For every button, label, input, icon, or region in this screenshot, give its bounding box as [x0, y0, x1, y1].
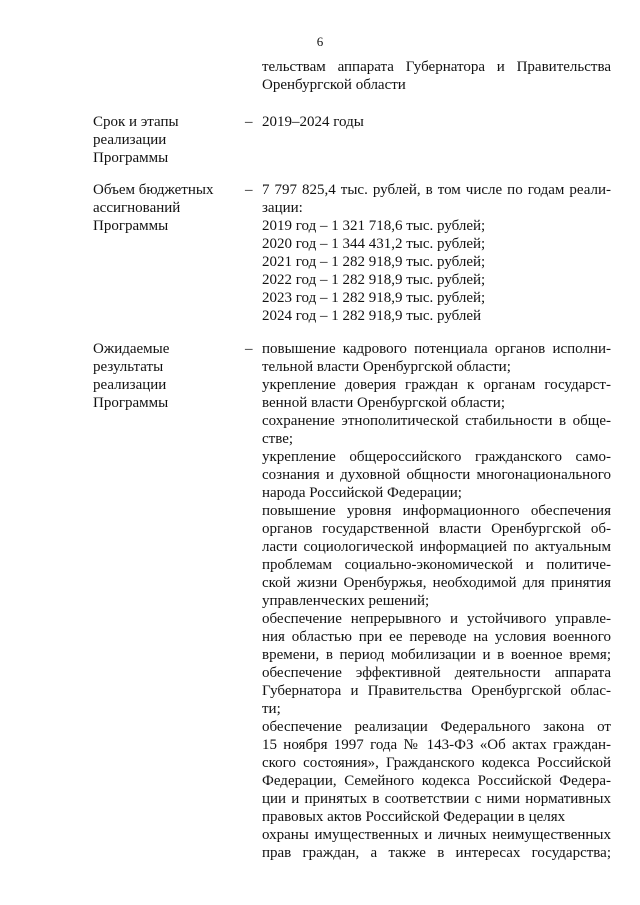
section-content [262, 340, 611, 862]
continuation-text [262, 58, 611, 94]
text-line: ции и принятых в соответствии с ними нормативных [262, 791, 611, 807]
text-line: Оренбургской области [262, 77, 406, 93]
section-dash: – [245, 182, 253, 198]
text-line: управленческих решений; [262, 593, 430, 609]
text-line: повышение уровня информационного обеспечения [262, 503, 611, 519]
text-line: народа Российской Федерации; [262, 485, 462, 501]
text-line: сохранение этнополитической стабильности в обще- [262, 413, 611, 429]
text-line: 15 ноября 1997 года № 143-ФЗ «Об актах граждан- [262, 737, 611, 753]
budget-year-line: 2024 год – 1 282 918,9 тыс. рублей [262, 308, 482, 324]
text-line: 2019–2024 годы [262, 114, 364, 130]
text-line: правовых актов Российской Федерации в целях [262, 809, 566, 825]
text-line: ти; [262, 701, 281, 717]
text-line: ласти социологической информацией по актуальным [262, 539, 611, 555]
label-line: Программы [93, 218, 169, 234]
budget-year-line: 2020 год – 1 344 431,2 тыс. рублей; [262, 236, 486, 252]
text-line: обеспечение реализации Федерального закона от [262, 719, 611, 735]
budget-year-line: 2022 год – 1 282 918,9 тыс. рублей; [262, 272, 486, 288]
section-label [93, 340, 233, 412]
budget-year-line: 2019 год – 1 321 718,6 тыс. рублей; [262, 218, 486, 234]
text-line: укрепление общероссийского гражданского само- [262, 449, 611, 465]
label-line: Ожидаемые [93, 341, 170, 357]
text-line: 7 797 825,4 тыс. рублей, в том числе по годам реали- [262, 182, 611, 198]
section-label [93, 113, 233, 167]
text-line: охраны имущественных и личных неимущественных [262, 827, 611, 843]
section-label [93, 181, 233, 235]
section-dash: – [245, 341, 253, 357]
label-line: Объем бюджетных [93, 182, 214, 198]
label-line: ассигнований [93, 200, 181, 216]
text-line: повышение кадрового потенциала органов исполни- [262, 341, 611, 357]
text-line: укрепление доверия граждан к органам государст- [262, 377, 611, 393]
text-line: зации: [262, 200, 303, 216]
label-line: результаты [93, 359, 164, 375]
section-dash: – [245, 114, 253, 130]
label-line: Программы [93, 150, 169, 166]
budget-year-line: 2023 год – 1 282 918,9 тыс. рублей; [262, 290, 486, 306]
text-line: обеспечение непрерывного и устойчивого управле- [262, 611, 611, 627]
text-line: Губернатора и Правительства Оренбургской облас- [262, 683, 611, 699]
text-line: проблемам социально-экономической и политиче- [262, 557, 611, 573]
text-line: ского состояния», Гражданского кодекса Российской [262, 755, 611, 771]
label-line: реализации [93, 377, 167, 393]
label-line: Срок и этапы [93, 114, 179, 130]
budget-year-line: 2021 год – 1 282 918,9 тыс. рублей; [262, 254, 486, 270]
text-line: Федерации, Семейного кодекса Российской Федера- [262, 773, 611, 789]
text-line: прав граждан, а также в интересах государства; [262, 845, 611, 861]
text-line: обеспечение эффективной деятельности аппарата [262, 665, 611, 681]
text-line: органов государственной власти Оренбургской об- [262, 521, 611, 537]
section-content [262, 113, 611, 131]
text-line: тельствам аппарата Губернатора и Правительства [262, 59, 611, 75]
text-line: времени, в период мобилизации и в военное время; [262, 647, 611, 663]
section-content [262, 181, 611, 325]
text-line: стве; [262, 431, 294, 447]
label-line: реализации [93, 132, 167, 148]
text-line: венной власти Оренбургской области; [262, 395, 506, 411]
text-line: сознания и духовной общности многонационального [262, 467, 611, 483]
label-line: Программы [93, 395, 169, 411]
text-line: ской жизни Оренбуржья, необходимой для принятия [262, 575, 611, 591]
page-number: 6 [316, 34, 324, 49]
text-line: тельной власти Оренбургской области; [262, 359, 511, 375]
text-line: ния областью при ее переводе на условия военного [262, 629, 611, 645]
